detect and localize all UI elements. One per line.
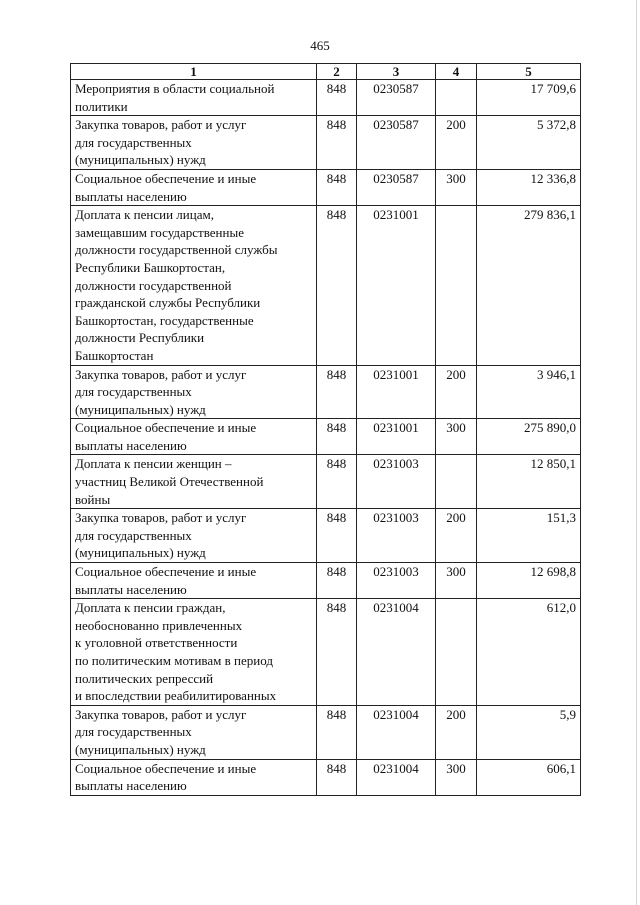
cell-amount: 3 946,1 (477, 365, 581, 419)
cell-name-text: Закупка товаров, работ и услуг для государственных (муниципальных) нужд (75, 510, 247, 561)
column-header-3: 3 (357, 64, 436, 80)
cell-amount: 12 336,8 (477, 169, 581, 205)
cell-amount: 12 698,8 (477, 563, 581, 599)
cell-admin: 848 (317, 116, 357, 170)
column-header-4: 4 (436, 64, 477, 80)
cell-code: 0231001 (357, 206, 436, 365)
cell-admin: 848 (317, 169, 357, 205)
cell-name (71, 759, 317, 795)
cell-name (71, 563, 317, 599)
cell-code: 0230587 (357, 116, 436, 170)
cell-admin: 848 (317, 705, 357, 759)
table-row (71, 455, 581, 509)
cell-name (71, 419, 317, 455)
table-row (71, 80, 581, 116)
table-header-row (71, 64, 581, 80)
cell-name-text: Социальное обеспечение и иные выплаты населению (75, 760, 257, 794)
cell-name (71, 509, 317, 563)
cell-name-text: Социальное обеспечение и иные выплаты населению (75, 564, 257, 597)
cell-type (436, 206, 477, 365)
cell-code: 0231004 (357, 599, 436, 706)
cell-name-text: Мероприятия в области социальной политики (75, 81, 275, 114)
cell-amount: 151,3 (477, 509, 581, 563)
cell-code: 0231004 (357, 759, 436, 795)
cell-code: 0231004 (357, 705, 436, 759)
cell-name (71, 116, 317, 170)
cell-code: 0231003 (357, 455, 436, 509)
cell-admin: 848 (317, 80, 357, 116)
cell-amount: 12 850,1 (477, 455, 581, 509)
cell-code: 0231003 (357, 509, 436, 563)
cell-type: 300 (436, 419, 477, 455)
budget-table (70, 63, 581, 796)
cell-amount: 275 890,0 (477, 419, 581, 455)
cell-admin: 848 (317, 206, 357, 365)
cell-admin: 848 (317, 759, 357, 795)
cell-type: 300 (436, 759, 477, 795)
scan-edge-line (636, 0, 637, 905)
page-number: 465 (310, 38, 330, 53)
cell-name (71, 80, 317, 116)
cell-name (71, 455, 317, 509)
cell-type: 200 (436, 509, 477, 563)
cell-amount: 5 372,8 (477, 116, 581, 170)
table-row (71, 563, 581, 599)
cell-name (71, 169, 317, 205)
table-row (71, 116, 581, 170)
table-row (71, 599, 581, 706)
cell-code: 0231001 (357, 419, 436, 455)
cell-name-text: Закупка товаров, работ и услуг для государственных (муниципальных) нужд (75, 706, 247, 757)
column-header-5: 5 (477, 64, 581, 80)
cell-admin: 848 (317, 455, 357, 509)
cell-name-text: Закупка товаров, работ и услуг для государственных (муниципальных) нужд (75, 366, 247, 417)
cell-amount: 17 709,6 (477, 80, 581, 116)
table-row (71, 365, 581, 419)
cell-name-text: Доплата к пенсии женщин – участниц Великой Отечественной войны (75, 456, 264, 507)
cell-amount: 279 836,1 (477, 206, 581, 365)
cell-name-text: Доплата к пенсии лицам, замещавшим государственные должности государственной службы Республики Башкортостан, должности государственной гражданской службы Республики Башкортостан, государственные должности Республики Башкортостан (75, 207, 278, 363)
table-row (71, 759, 581, 795)
cell-amount: 612,0 (477, 599, 581, 706)
cell-admin: 848 (317, 599, 357, 706)
cell-admin: 848 (317, 365, 357, 419)
cell-type: 200 (436, 705, 477, 759)
table-row (71, 206, 581, 365)
cell-admin: 848 (317, 419, 357, 455)
table-row (71, 169, 581, 205)
cell-code: 0231001 (357, 365, 436, 419)
cell-name-text: Закупка товаров, работ и услуг для государственных (муниципальных) нужд (75, 117, 247, 168)
cell-name (71, 365, 317, 419)
table-row (71, 509, 581, 563)
cell-amount: 5,9 (477, 705, 581, 759)
cell-name-text: Социальное обеспечение и иные выплаты населению (75, 170, 257, 204)
table-row (71, 419, 581, 455)
cell-type: 300 (436, 169, 477, 205)
cell-code: 0231003 (357, 563, 436, 599)
cell-name (71, 705, 317, 759)
cell-code: 0230587 (357, 80, 436, 116)
cell-name (71, 206, 317, 365)
cell-admin: 848 (317, 509, 357, 563)
cell-amount: 606,1 (477, 759, 581, 795)
cell-type (436, 599, 477, 706)
table-row (71, 705, 581, 759)
cell-type (436, 455, 477, 509)
cell-type (436, 80, 477, 116)
cell-type: 300 (436, 563, 477, 599)
cell-name-text: Доплата к пенсии граждан, необоснованно привлеченных к уголовной ответственности по политическим мотивам в период политических репрессий и впоследствии реабилитированных (75, 600, 277, 704)
cell-admin: 848 (317, 563, 357, 599)
cell-name (71, 599, 317, 706)
column-header-2: 2 (317, 64, 357, 80)
column-header-1: 1 (71, 64, 317, 80)
cell-type: 200 (436, 365, 477, 419)
cell-code: 0230587 (357, 169, 436, 205)
cell-type: 200 (436, 116, 477, 170)
cell-name-text: Социальное обеспечение и иные выплаты населению (75, 420, 257, 453)
